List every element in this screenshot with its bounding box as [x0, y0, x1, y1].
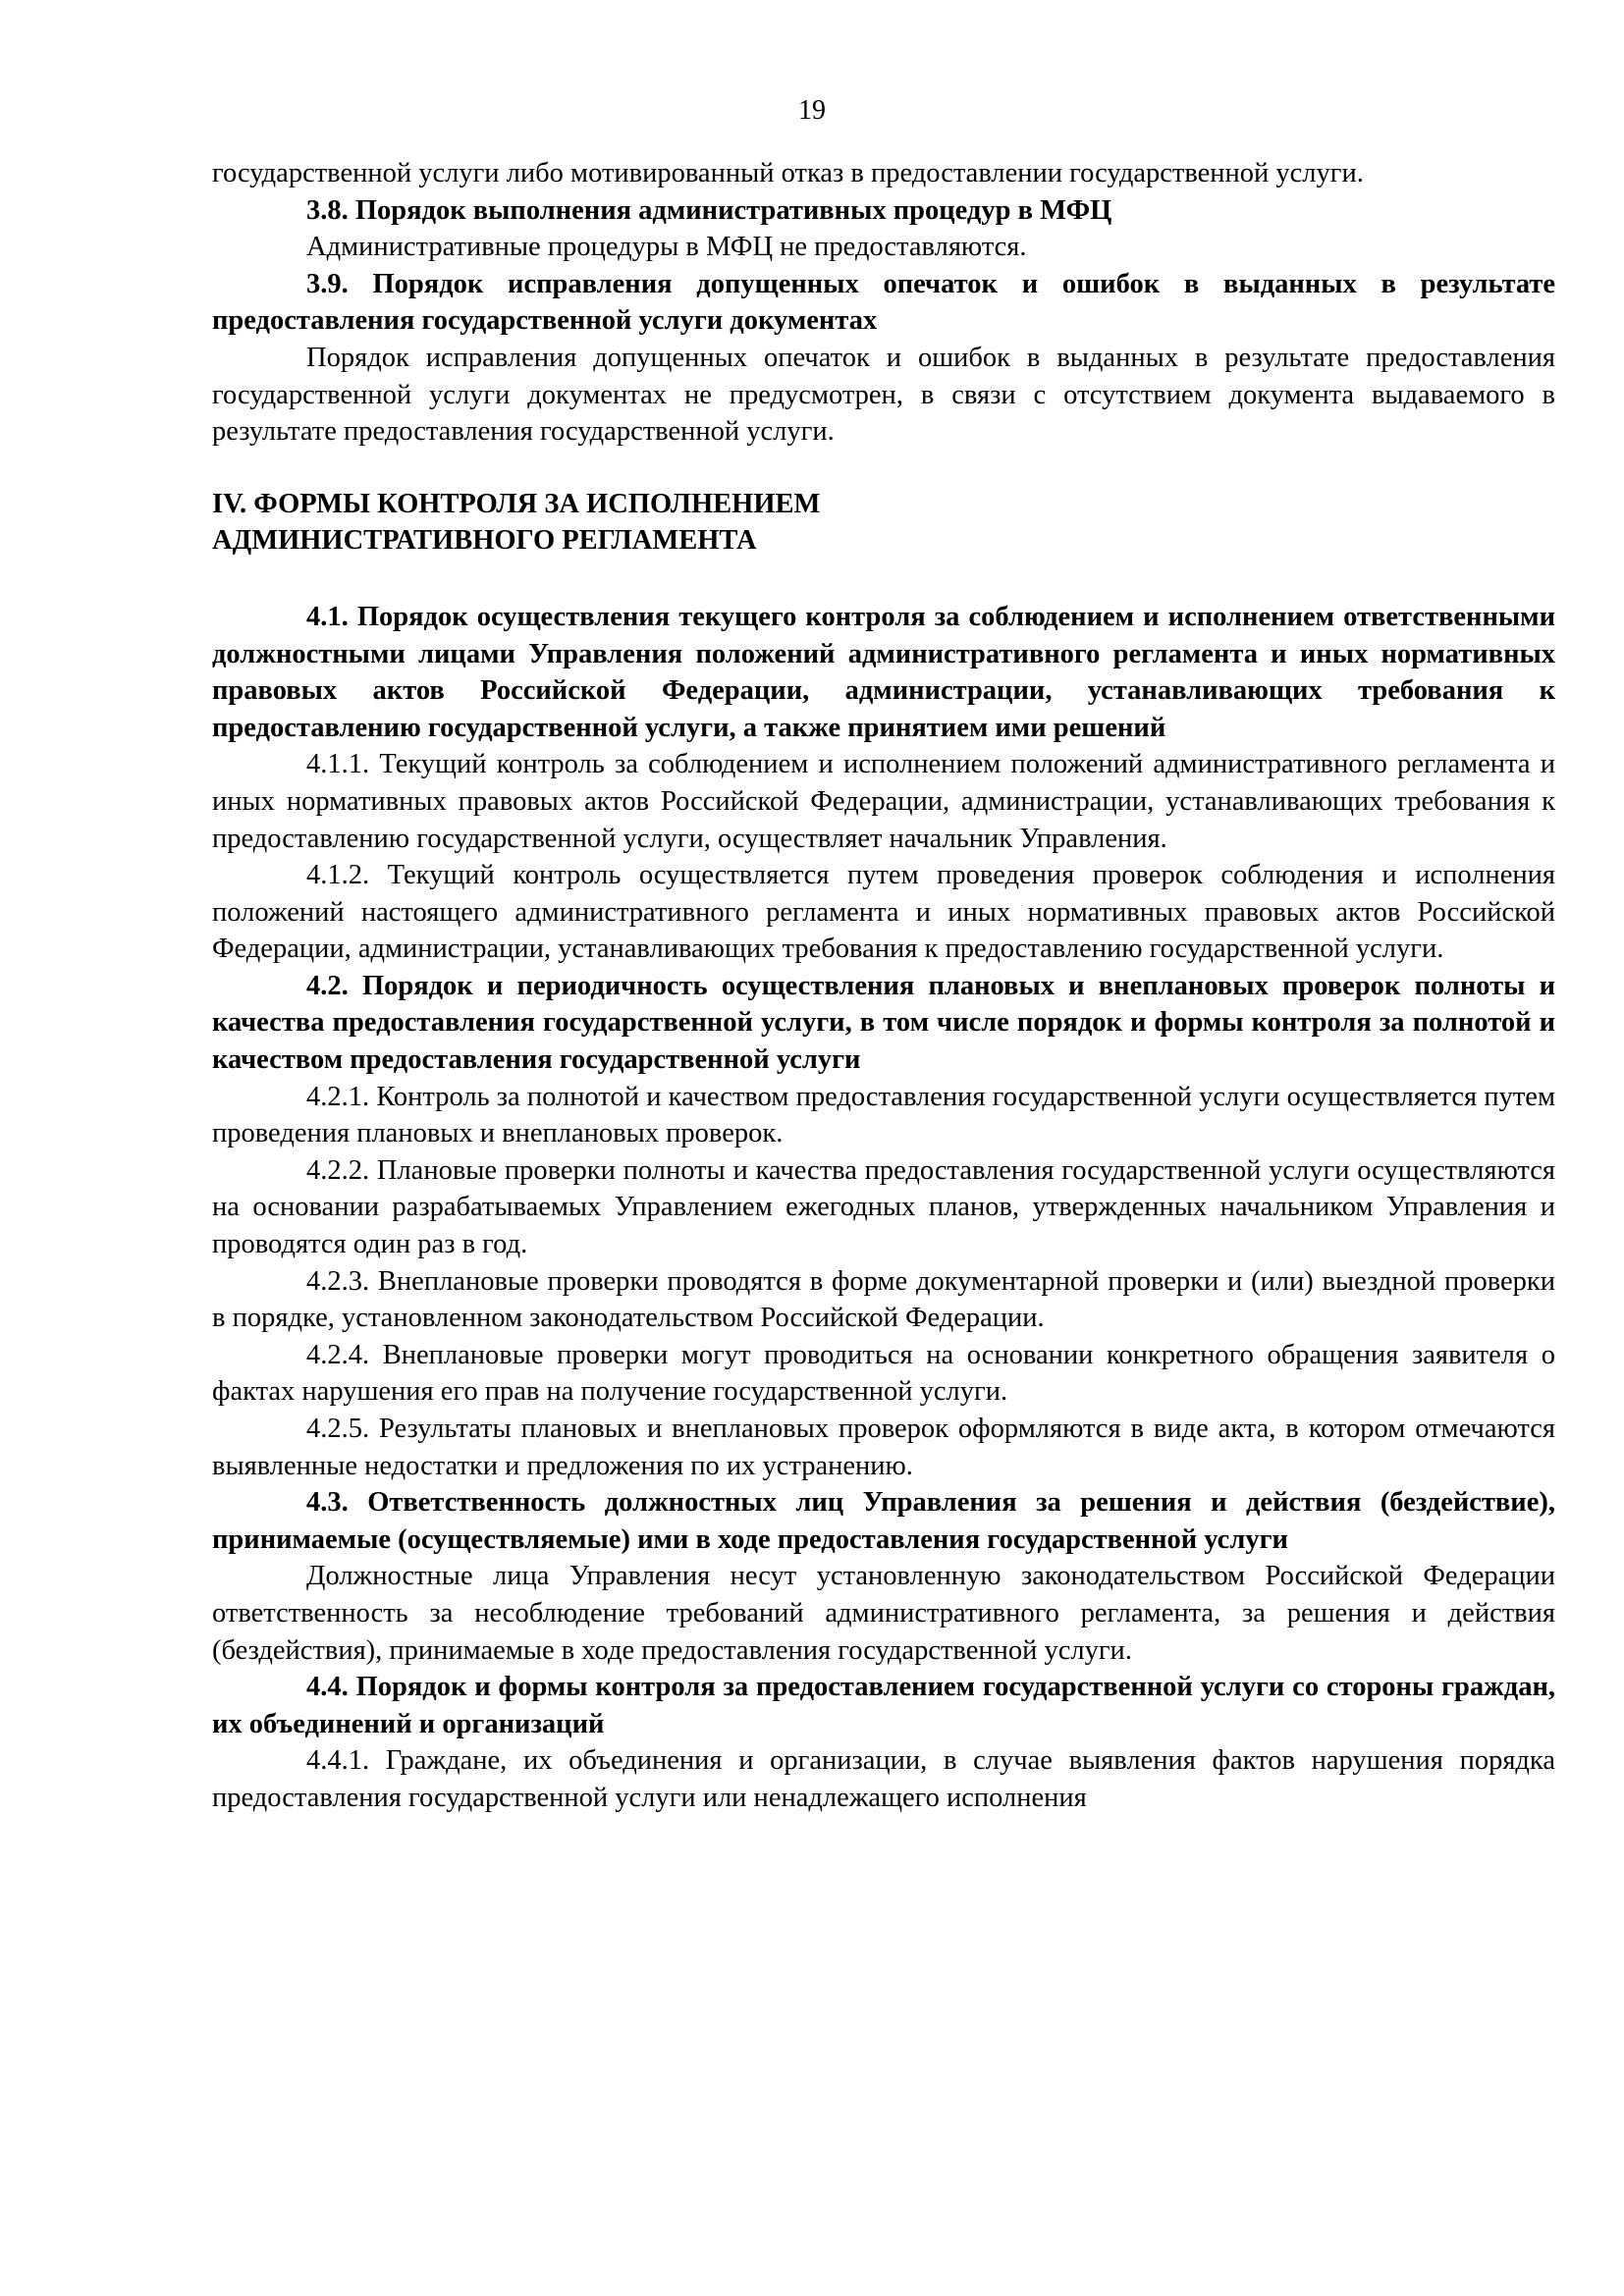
- paragraph-4-2-5: 4.2.5. Результаты плановых и внеплановых проверок оформляются в виде акта, в котором отмечаются выявленные недостатки и предложения по их устранению.: [212, 1414, 1555, 1481]
- paragraph-4-2-4: 4.2.4. Внеплановые проверки могут проводиться на основании конкретного обращения заявителя о фактах нарушения его прав на получение государственной услуги.: [212, 1339, 1555, 1408]
- heading-4-1: 4.1. Порядок осуществления текущего контроля за соблюдением и исполнением ответственными должностными лицами Управления положений административного регламента и иных нормативных правовых актов Российской Федерации, администрации, устанавливающих требования к предоставлению государственной услуги, а также принятием ими решений: [212, 601, 1555, 743]
- paragraph-3-8: Административные процедуры в МФЦ не предоставляются.: [306, 232, 1027, 263]
- paragraph-4-1-2: 4.1.2. Текущий контроль осуществляется путем проведения проверок соблюдения и исполнения положений настоящего административного регламента и иных нормативных правовых актов Российской Федерации, администрации, устанавливающих требования к предоставлению государственной услуги.: [212, 860, 1555, 965]
- paragraph-4-2-3: 4.2.3. Внеплановые проверки проводятся в форме документарной проверки и (или) выездной проверки в порядке, установленном законодательством Российской Федерации.: [212, 1265, 1555, 1334]
- heading-4-3: 4.3. Ответственность должностных лиц Управления за решения и действия (бездействие), принимаемые (осуществляемые) ими в ходе предоставления государственной услуги: [212, 1487, 1555, 1555]
- section-iv-heading-line-1: IV. ФОРМЫ КОНТРОЛЯ ЗА ИСПОЛНЕНИЕМ: [212, 488, 821, 519]
- paragraph-4-1-1: 4.1.1. Текущий контроль за соблюдением и исполнением положений административного регламента и иных нормативных правовых актов Российской Федерации, администрации, устанавливающих требования к предоставлению государственной услуги, осуществляет начальник Управления.: [212, 749, 1555, 854]
- heading-4-2: 4.2. Порядок и периодичность осуществления плановых и внеплановых проверок полноты и качества предоставления государственной услуги, в том числе порядок и формы контроля за полнотой и качеством предоставления государственной услуги: [212, 970, 1555, 1076]
- paragraph-4-3: Должностные лица Управления несут установленную законодательством Российской Федерации ответственность за несоблюдение требований административного регламента, за решения и действия (бездействия), принимаемые в ходе предоставления государственной услуги.: [212, 1561, 1555, 1666]
- section-iv-heading: [212, 486, 1555, 560]
- paragraph-4-2-1: 4.2.1. Контроль за полнотой и качеством предоставления государственной услуги осуществляется путем проведения плановых и внеплановых проверок.: [212, 1081, 1555, 1149]
- document-body: [212, 155, 1555, 1817]
- heading-3-8: 3.8. Порядок выполнения административных процедур в МФЦ: [306, 194, 1112, 226]
- heading-4-4: 4.4. Порядок и формы контроля за предоставлением государственной услуги со стороны граждан, их объединений и организаций: [212, 1672, 1555, 1739]
- paragraph-4-2-2: 4.2.2. Плановые проверки полноты и качества предоставления государственной услуги осуществляются на основании разрабатываемых Управлением ежегодных планов, утвержденных начальником Управления и проводятся один раз в год.: [212, 1154, 1555, 1260]
- section-iv-heading-line-2: АДМИНИСТРАТИВНОГО РЕГЛАМЕНТА: [212, 525, 757, 557]
- paragraph-4-4-1: 4.4.1. Граждане, их объединения и организации, в случае выявления фактов нарушения порядка предоставления государственной услуги или ненадлежащего исполнения: [212, 1745, 1555, 1813]
- paragraph-3-9: Порядок исправления допущенных опечаток и ошибок в выданных в результате предоставления государственной услуги документах не предусмотрен, в связи с отсутствием документа выдаваемого в результате предоставления государственной услуги.: [212, 342, 1555, 448]
- page-number: 19: [798, 95, 826, 126]
- paragraph-continuation: государственной услуги либо мотивированный отказ в предоставлении государственной услуги.: [212, 158, 1364, 188]
- heading-3-9: 3.9. Порядок исправления допущенных опечаток и ошибок в выданных в результате предоставления государственной услуги документах: [212, 268, 1555, 337]
